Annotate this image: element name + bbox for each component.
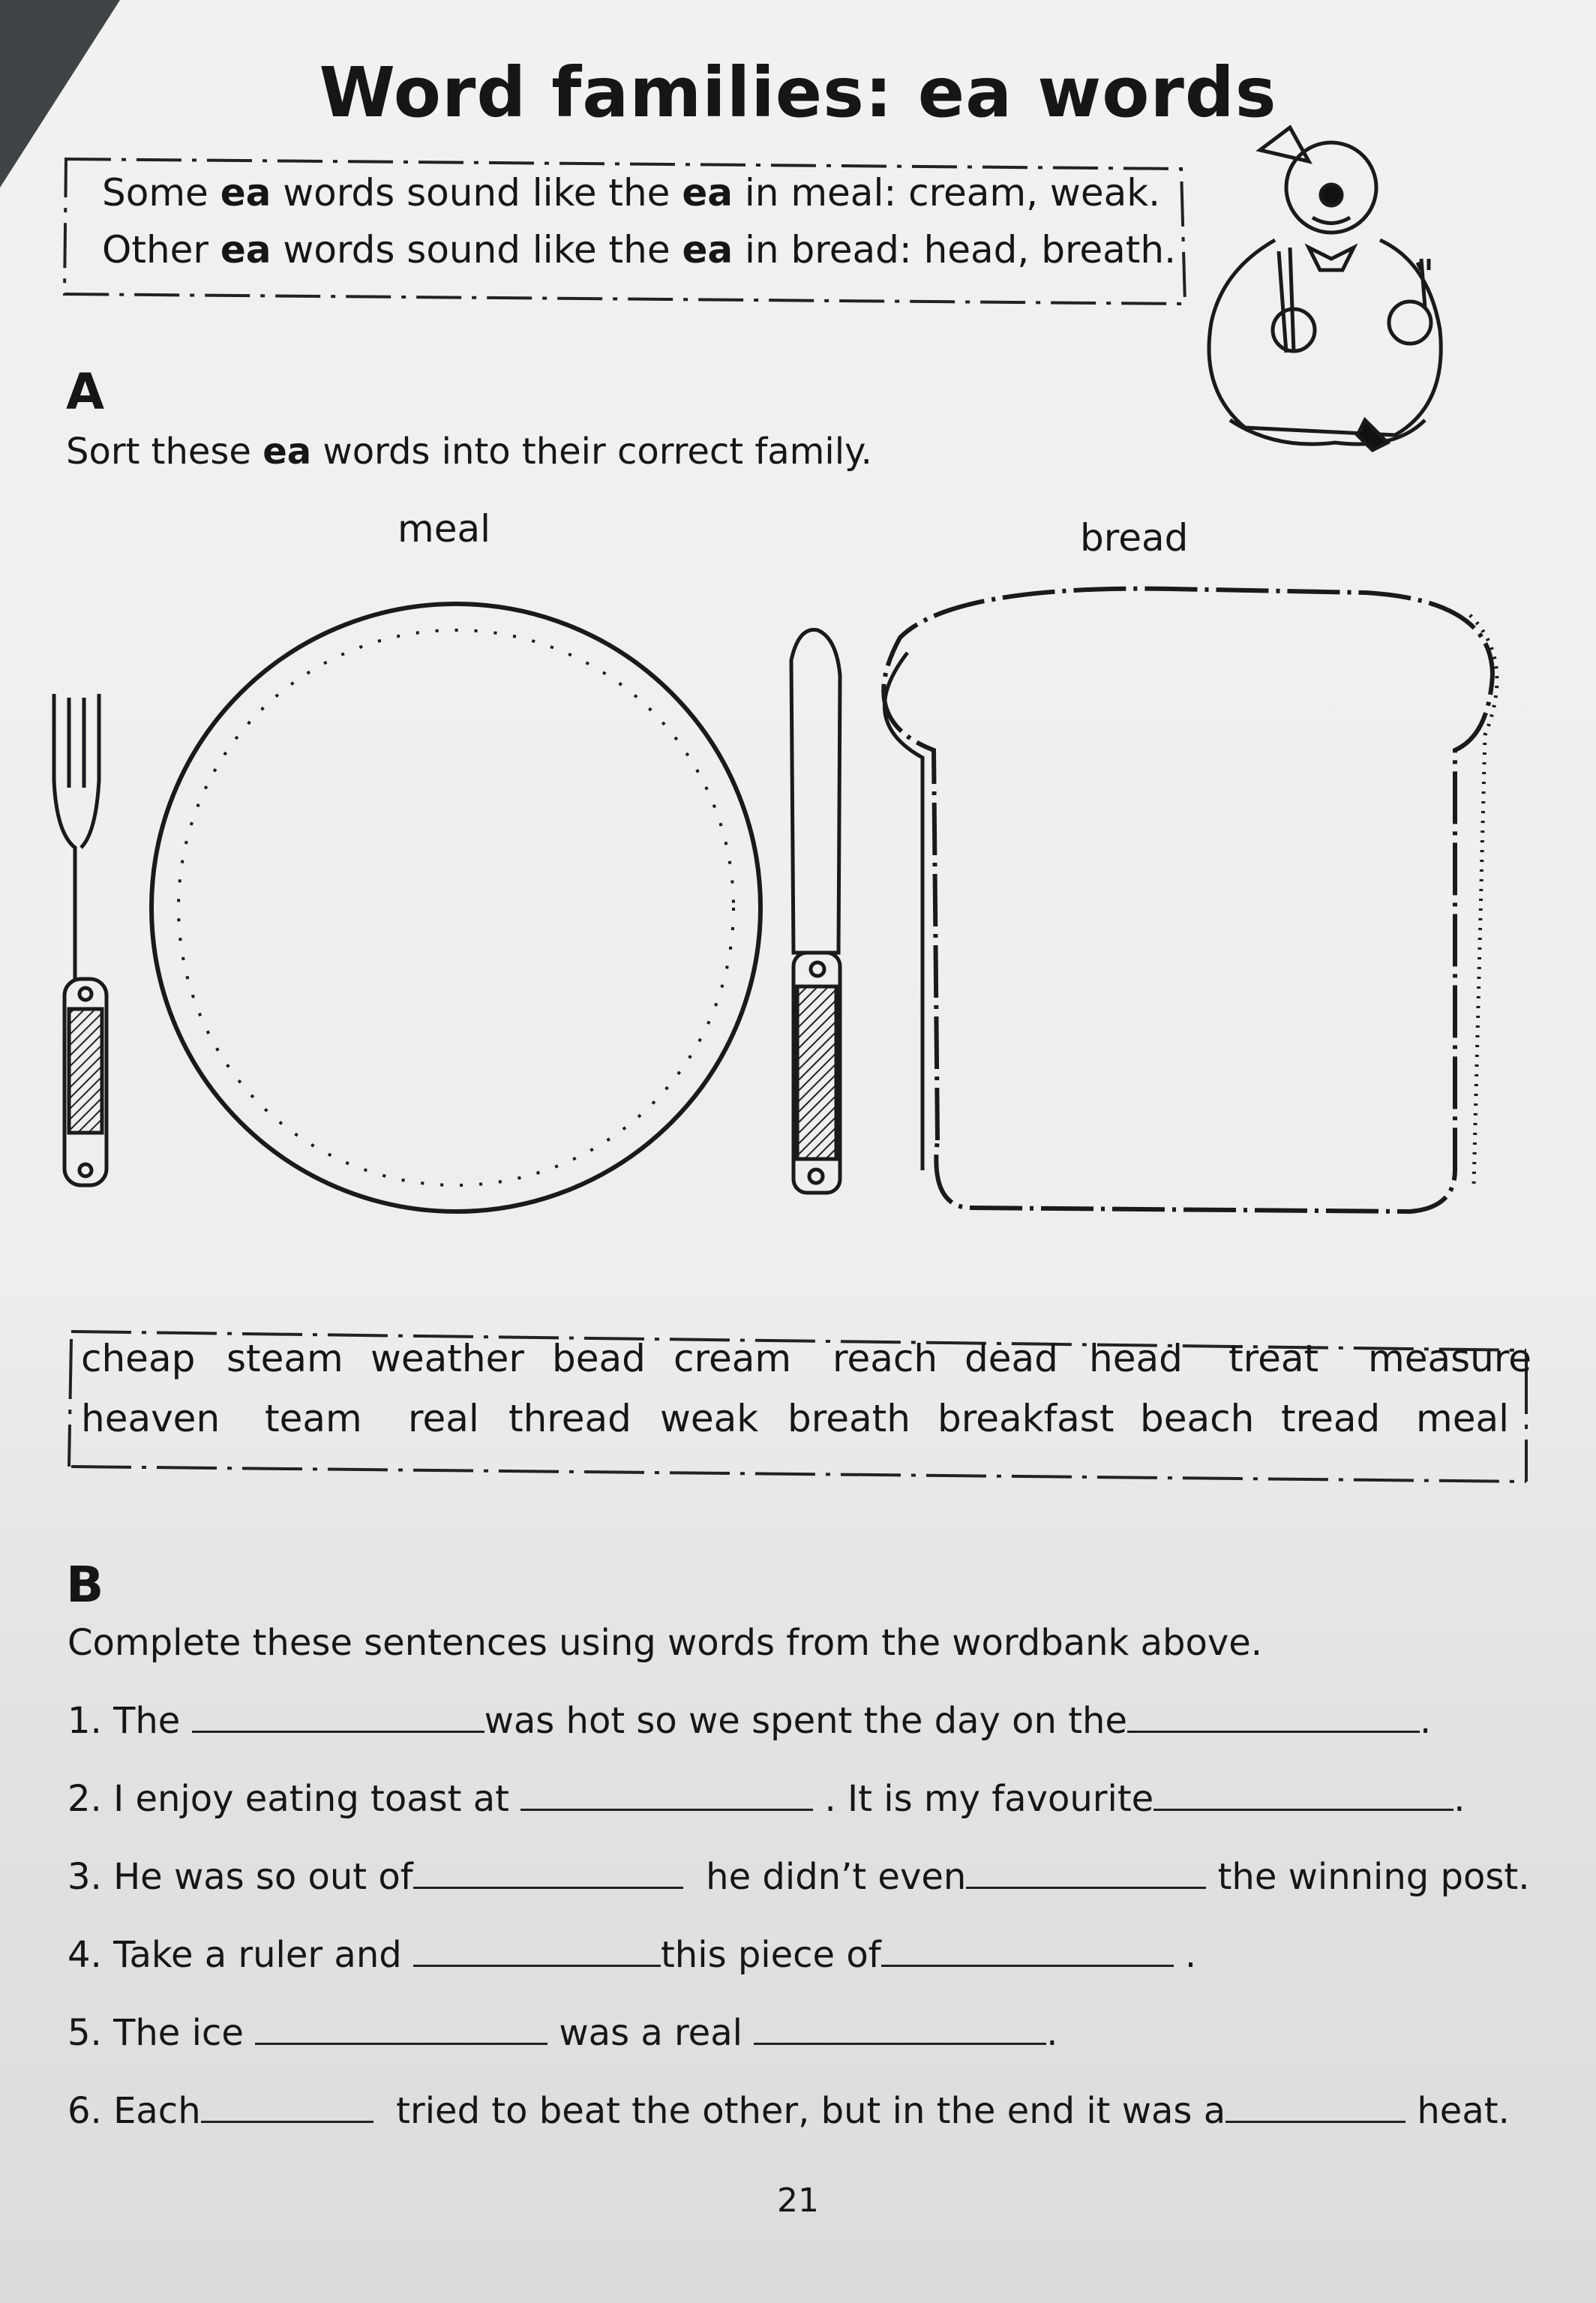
word: real bbox=[408, 1397, 479, 1440]
word: dead bbox=[964, 1337, 1058, 1380]
section-b-letter: B bbox=[66, 1556, 104, 1614]
answer-blank[interactable] bbox=[881, 1963, 1174, 1967]
sentence-4: 4. Take a ruler and this piece of . bbox=[68, 1934, 1197, 1976]
intro-line-1: Some ea words sound like the ea in meal: cream, weak. bbox=[102, 171, 1161, 215]
answer-blank[interactable] bbox=[1154, 1807, 1454, 1811]
word: breakfast bbox=[938, 1397, 1114, 1440]
answer-blank[interactable] bbox=[1226, 2119, 1406, 2123]
answer-blank[interactable] bbox=[754, 2041, 1046, 2045]
section-a-instruction: Sort these ea words into their correct family. bbox=[66, 431, 872, 473]
word: bead bbox=[552, 1337, 646, 1380]
word: beach bbox=[1140, 1397, 1255, 1440]
word: head bbox=[1089, 1337, 1183, 1380]
word: weak bbox=[660, 1397, 759, 1440]
sentence-6: 6. Each tried to beat the other, but in the end it was a heat. bbox=[68, 2090, 1510, 2132]
bread-drawing bbox=[884, 589, 1497, 1212]
answer-blank[interactable] bbox=[192, 1729, 484, 1733]
sentence-2: 2. I enjoy eating toast at . It is my favourite . bbox=[68, 1778, 1466, 1820]
sentence-1: 1. The was hot so we spent the day on the . bbox=[68, 1700, 1432, 1742]
clown-icon bbox=[1209, 128, 1441, 450]
label-meal: meal bbox=[398, 507, 490, 551]
intro-line-2: Other ea words sound like the ea in bread: head, breath. bbox=[102, 228, 1176, 272]
word: cream bbox=[674, 1337, 792, 1380]
fork-icon bbox=[54, 694, 106, 1185]
section-b-instruction: Complete these sentences using words from the wordbank above. bbox=[68, 1622, 1263, 1664]
sentence-5: 5. The ice was a real . bbox=[68, 2012, 1058, 2054]
answer-blank[interactable] bbox=[413, 1885, 683, 1889]
word: breath bbox=[788, 1397, 910, 1440]
word: weather bbox=[370, 1337, 524, 1380]
word: cheap bbox=[81, 1337, 196, 1380]
word: tread bbox=[1281, 1397, 1381, 1440]
word: measure bbox=[1368, 1337, 1532, 1380]
page-number: 21 bbox=[777, 2181, 819, 2220]
word: treat bbox=[1228, 1337, 1319, 1380]
word: thread bbox=[508, 1397, 632, 1440]
section-a-letter: A bbox=[66, 363, 105, 421]
word: team bbox=[265, 1397, 362, 1440]
answer-blank[interactable] bbox=[255, 2041, 548, 2045]
label-bread: bread bbox=[1080, 516, 1189, 560]
answer-blank[interactable] bbox=[966, 1885, 1206, 1889]
plate-drawing bbox=[152, 604, 760, 1212]
word: meal bbox=[1416, 1397, 1509, 1440]
answer-blank[interactable] bbox=[520, 1807, 813, 1811]
page-title: Word families: ea words bbox=[319, 53, 1277, 133]
knife-icon bbox=[791, 630, 840, 1194]
sentence-3: 3. He was so out of he didn’t even the winning post. bbox=[68, 1856, 1530, 1898]
answer-blank[interactable] bbox=[1127, 1729, 1420, 1733]
answer-blank[interactable] bbox=[201, 2119, 374, 2123]
word: steam bbox=[226, 1337, 344, 1380]
answer-blank[interactable] bbox=[413, 1963, 661, 1967]
word: heaven bbox=[81, 1397, 220, 1440]
word: reach bbox=[832, 1337, 938, 1380]
